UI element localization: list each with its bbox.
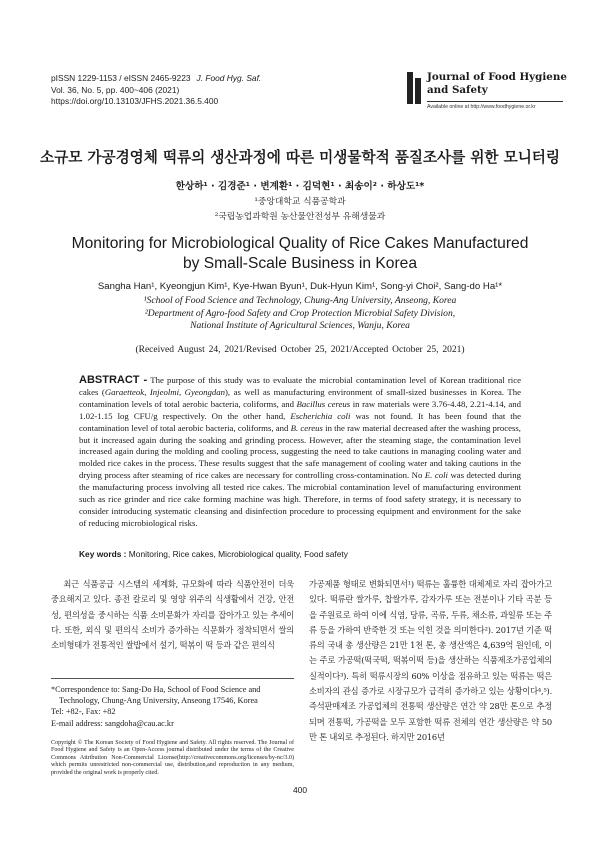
page-number: 400 — [293, 785, 307, 795]
volume-line: Vol. 36, No. 5, pp. 400~406 (2021) — [51, 84, 180, 95]
abstract-text: , — [179, 386, 185, 397]
species-name: Bacillus cereus — [296, 398, 351, 409]
correspondence-tel: Tel: +82-, Fax: +82 — [51, 707, 116, 717]
abstract-text: The purpose of this study was to evaluate the microbial contamination level of Korean traditional rice cakes ( — [79, 375, 522, 397]
received-dates: (Received August 24, 2021/Revised October 25, 2021/Accepted October 25, 2021) — [135, 345, 465, 355]
abstract-text: in the raw material decreased after the washing process, but it increased again during the soaking and grinding process. However, after the steaming stage, the contamination level increased again during the molding and cooling process, suggesting the need to take cautions in managing cooling water and molded rice cakes in the process. These results suggest that the safe management of cooling water and taking cautions in the drying process after steaming of rice cakes are necessary for controlling cross-contamination. No — [79, 422, 521, 481]
english-affiliation-2: ²Department of Agro-food Safety and Crop Protection Microbial Safety Division, — [144, 308, 456, 319]
journal-header — [51, 73, 261, 108]
correspondence-footnote — [51, 684, 294, 729]
logo-divider — [427, 101, 563, 102]
abstract-text: ), as well as manufacturing environment of small-sized businesses in Korea. The contamination levels of total aerobic bacteria, coliforms, and — [79, 386, 521, 409]
body-column-right: 가공제품 형태로 변화되면서¹) 떡류는 훌륭한 대체제로 자리 잡아가고 있다. 떡류란 쌀가루, 찹쌀가루, 감자가루 또는 전분이나 기타 곡분 등을 주원료로 하여 이에 식염, 당류, 곡류, 두류, 채소류, 과일류 또는 주류 등을 가하여 반죽한 것 또는 익힌 것을 의미한다²). 2017년 기준 떡류의 국내 총 생산량은 21만 1천 톤, 총 생산액은 4,639억 원인데, 이는 주로 가공떡(떡국떡, 떡볶이떡 등)을 생산하는 식품제조가공업체의 실적이다³). 특히 떡류시장의 60% 이상을 점유하고 있는 떡류는 떡은 소비자의 관심 증가로 시장규모가 급격히 증가하고 있는 상황이다⁴,⁵). 즉석판매제조 가공업체의 전통떡 생산량은 연간 약 28만 톤으로 추정되며 전통떡, 가공떡을 모두 포함한 떡류 전체의 연간 생산량은 약 50만 톤 내외로 추정된다. 하지만 2016년 — [309, 579, 552, 742]
correspondence-email[interactable]: E-mail address: sangdoha@cau.ac.kr — [51, 718, 174, 728]
journal-abbrev: J. Food Hyg. Saf. — [196, 73, 262, 83]
keywords-text: Monitoring, Rice cakes, Microbiological quality, Food safety — [126, 549, 348, 559]
logo-title — [427, 71, 567, 96]
abstract-text: , — [144, 386, 150, 397]
body-column-left: 최근 식품공급 시스템의 세계화, 규모화에 따라 식품안전이 더욱 중요해지고 있다. 종전 칼로리 및 영양 위주의 식생활에서 건강, 안전성, 편의성을 중시하는 식품 소비문화가 자리를 잡아가고 있는 추세이다. 또한, 외식 및 편의식 소비가 증가하는 식문화가 정착되면서 쌀의 소비형태가 전통적인 쌀밥에서 설기, 떡볶이 떡 등과 같은 편의식 — [51, 579, 294, 651]
english-title — [0, 234, 600, 273]
species-name: Injeolmi — [149, 386, 180, 397]
korean-affiliation-2: ²국립농업과학원 농산물안전성부 유해생물과 — [214, 212, 386, 222]
english-authors: Sangha Han¹, Kyeongjun Kim¹, Kye-Hwan Byun¹, Duk-Hyun Kim¹, Song-yi Choi², Sang-do Ha¹* — [97, 281, 503, 292]
species-name: B. cereus — [290, 422, 323, 433]
copyright-notice: Copyright © The Korean Society of Food Hygiene and Safety. All rights reserved. The Journal of Food Hygiene and Safety is an Open-Access journal distributed under the terms of the Creative Commons Attribution Non-Commercial License(http://creativecommons.org/licenses/by-nc/3.0) which permits unrestricted non-commercial use, distribution,and reproduction in any medium, provided the original work is properly cited. — [51, 740, 294, 776]
footnote-divider — [51, 678, 294, 679]
correspondence-line2: Technology, Chung-Ang University, Anseong 17546, Korea — [59, 696, 258, 706]
english-title-line1: Monitoring for Microbiological Quality of Rice Cakes Manufactured — [71, 235, 529, 252]
english-affiliation-1: ¹School of Food Science and Technology, Chung-Ang University, Anseong, Korea — [143, 295, 457, 306]
species-name: Escherichia coli — [290, 410, 351, 421]
species-name: Garaetteok — [104, 386, 145, 397]
abstract — [79, 375, 521, 530]
korean-title: 소규모 가공경영체 떡류의 생산과정에 따른 미생물학적 품질조사를 위한 모니터링 — [40, 149, 560, 166]
doi-link[interactable]: https://doi.org/10.13103/JFHS.2021.36.5.400 — [51, 96, 219, 106]
issn-line — [51, 73, 261, 85]
abstract-text: was detected during the manufacturing process involving all tested rice cakes. The microbial contamination level of manufacturing environment such as rice grinder and rice cake forming machine was high. Therefore, in terms of food safety strategy, it is necessary to consider introducing systematic cleansing and disinfection procedure to processing equipment and environment for the sake of reducing microbiological risks. — [79, 470, 521, 528]
issn: pISSN 1229-1153 / eISSN 2465-9223 — [51, 73, 191, 83]
keywords — [79, 549, 521, 559]
abstract-text: in raw materials were 3.76-4.48, 2.21-4.14, and 1.02-1.15 log CFU/g respectively. On the other hand, — [79, 398, 521, 421]
korean-affiliation-1: ¹중앙대학교 식품공학과 — [254, 197, 346, 207]
species-name: E. coli — [424, 470, 448, 481]
keywords-label: Key words : — [79, 549, 127, 559]
correspondence-line1: *Correspondence to: Sang-Do Ha, School of Food Science and — [51, 685, 261, 694]
abstract-label: ABSTRACT - — [79, 374, 148, 386]
species-name: Gyeongdan — [184, 386, 226, 397]
journal-logo-icon — [407, 72, 423, 104]
logo-url[interactable]: Available online at http://www.foodhygiene.or.kr — [427, 104, 536, 110]
logo-title-line2: and Safety — [427, 83, 488, 96]
abstract-text: was not found. It has been found that the contamination level of total aerobic bacteria, coliforms, and — [79, 410, 521, 433]
korean-authors: 한상하¹ · 김경준¹ · 변계환¹ · 김덕현¹ · 최송이² · 하상도¹* — [175, 181, 425, 192]
english-affiliation-3: National Institute of Agricultural Sciences, Wanju, Korea — [190, 320, 410, 331]
logo-title-line1: Journal of Food Hygiene — [427, 71, 567, 83]
english-title-line2: by Small-Scale Business in Korea — [182, 254, 417, 272]
